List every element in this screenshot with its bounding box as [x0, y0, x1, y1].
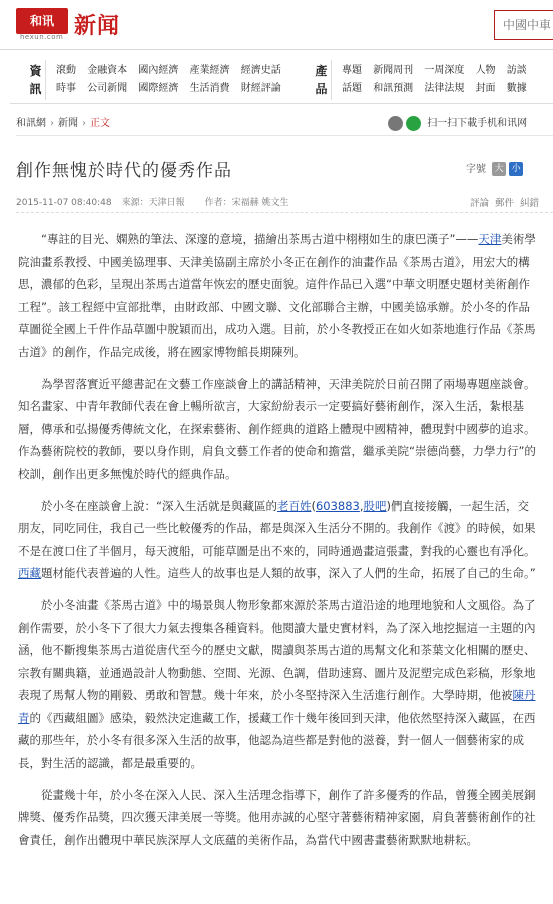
nav-link[interactable]: 一周深度: [424, 65, 465, 76]
nav-link[interactable]: 專題: [342, 65, 362, 76]
font-size-label: 字號: [466, 164, 486, 175]
breadcrumb-section[interactable]: 新聞: [58, 118, 78, 129]
paragraph-text: “專註的目光、嫻熟的筆法、深邃的意境，描繪出茶馬古道中栩栩如生的康巴漢子”——: [41, 232, 479, 246]
nav-link[interactable]: 和訊預測: [373, 83, 414, 94]
channel-nav: [10, 60, 553, 104]
article-paragraph: [18, 784, 540, 852]
nav-link[interactable]: 時事: [56, 83, 76, 94]
article-paragraph: [18, 373, 540, 486]
font-size-control: [466, 160, 523, 176]
breadcrumb-separator: ›: [82, 118, 86, 129]
nav-row-zixun-2: [56, 80, 289, 98]
article-actions: [470, 195, 545, 209]
inline-link[interactable]: 603883: [315, 498, 360, 513]
nav-link[interactable]: 封面: [475, 83, 496, 94]
page-title: 創作無愧於時代的優秀作品: [16, 161, 232, 181]
site-header: [0, 0, 553, 50]
inline-link[interactable]: 陳丹青: [18, 688, 536, 725]
article-source: 來源：天津日報: [121, 198, 185, 208]
logo-domain: hexun.com: [20, 33, 64, 41]
mobile-download[interactable]: [388, 114, 527, 136]
site-logo[interactable]: [16, 8, 136, 42]
search-box: [494, 10, 553, 40]
font-large-button[interactable]: 大: [492, 162, 506, 176]
nav-link[interactable]: 金融資本: [87, 65, 128, 76]
paragraph-text: 於小冬油畫《茶馬古道》中的場景與人物形象都來源於茶馬古道沿途的地理地貌和人文風俗。為了創作需要，於小冬下了很大力氣去搜集各種資料。他閱讀大量史實材料，為了深入地挖掘這一主題的內涵，他不斷搜集茶馬古道從唐代至今的歷史文獻，閱讀與茶馬古道的馬幫文化和茶葉文化相關的歷史、宗教有關典籍，並通過設計人物動態、空間、光源、色調，借助速寫、圖片及泥塑完成色彩稿，形象地表現了馬幫人物的剛毅、勇敢和智慧。幾十年來，於小冬堅持深入生活進行創作。大學時期，他被: [18, 597, 536, 703]
paragraph-text: ,: [359, 498, 364, 513]
article-author: 作者：宋福赫 姚文生: [204, 198, 289, 208]
nav-row-chanpin-2: [342, 80, 535, 98]
article-paragraph: [18, 594, 540, 775]
nav-link[interactable]: 公司新聞: [87, 83, 128, 94]
inline-link[interactable]: 股吧: [363, 498, 387, 513]
font-small-button[interactable]: 小: [509, 162, 523, 176]
inline-link[interactable]: 西藏: [18, 566, 41, 581]
nav-link[interactable]: 數據: [506, 83, 527, 94]
paragraph-text: 的《西藏組圖》感染，毅然決定進藏工作，援藏工作十幾年後回到天津，他依然堅持深入藏區，在西藏的那些年，於小冬有很多深入生活的故事，他認為這些都是對他的滋養，對一個人一個藝術家的成長，對生活的認識，都是最重要的。: [18, 710, 536, 771]
nav-link[interactable]: 話題: [342, 83, 362, 94]
share-icon: [388, 116, 403, 131]
paragraph-text: 題材能代表普遍的人性。這些人的故事也是人類的故事，深入了人們的生命，拓展了自己的生命。”: [41, 566, 536, 581]
nav-link[interactable]: 國際經濟: [138, 83, 179, 94]
nav-link[interactable]: 財經評論: [240, 83, 281, 94]
inline-link[interactable]: 老百姓: [276, 498, 312, 513]
nav-link[interactable]: 滾動: [56, 65, 76, 76]
report-error-link[interactable]: 糾錯: [520, 198, 540, 209]
download-text: 扫一扫下載手机和讯网: [427, 118, 528, 129]
paragraph-text: 於小冬在座談會上說：“深入生活就是與藏區的: [41, 498, 277, 513]
paragraph-text: 美術學院油畫系教授、中國美協理事、天津美協副主席於小冬正在創作的油畫作品《茶馬古道》，用宏大的構思，濃郁的色彩，呈現出茶馬古道當年恢宏的歷史面貌。這件作品已入選“中華文明歷史題材美術創作工程”。該工程經中宣部批準，由財政部、中國文聯、文化部聯合主辦，中國美協承辦。於小冬的作品草圖從全國上千件作品草圖中脫穎而出，成功入選。目前，於小冬教授正在如火如荼地進行作品《茶馬古道》的創作，作品完成後，將在國家博物館長期陳列。: [18, 232, 536, 359]
paragraph-text: 為學習落實近平總書記在文藝工作座談會上的講話精神，天津美院於日前召開了兩場專題座談會。知名畫家、中青年教師代表在會上暢所欲言，大家紛紛表示一定要搞好藝術創作，深入生活，紮根基層，傳承和弘揚優秀傳統文化，在探索藝術、創作經典的道路上體現中國精神，體現對中國夢的追求。作為藝術院校的教師，要以身作則，肩負文藝工作者的使命和擔當，繼承美院“崇德尚藝，力學力行”的校訓，創作出更多無愧於時代的經典作品。: [18, 376, 536, 481]
nav-link[interactable]: 新聞周刊: [373, 65, 414, 76]
breadcrumb-separator: ›: [50, 118, 54, 129]
nav-link[interactable]: 產業經濟: [189, 65, 230, 76]
nav-link[interactable]: 生活消費: [189, 83, 230, 94]
search-input[interactable]: [495, 11, 553, 39]
paragraph-text: 從畫幾十年，於小冬在深入人民、深入生活理念指導下，創作了許多優秀的作品，曾獲全國美展銅牌獎、優秀作品獎，四次獲天津美展一等獎。他用赤誠的心堅守著藝術精神家園，肩負著藝術創作的社會責任，創作出體現中華民族深厚人文底蘊的美術作品，為當代中國書畫藝術默默地耕耘。: [18, 787, 536, 847]
inline-link[interactable]: 天津: [478, 232, 502, 246]
email-link[interactable]: 郵件: [495, 198, 515, 209]
nav-heading-zixun: 資訊: [26, 60, 46, 100]
nav-link[interactable]: 人物: [475, 65, 496, 76]
nav-link[interactable]: 法律法規: [424, 83, 465, 94]
article-paragraph: [18, 228, 540, 364]
nav-link[interactable]: 訪談: [506, 65, 527, 76]
paragraph-text: )們直接接觸，一起生活，交朋友，同吃同住，我自己一些比較優秀的作品，都是與深入生活分不開的。我創作《渡》的時候，如果不是在渡口住了半個月，每天渡船，可能草圖是出不來的，同時通過畫這張畫，對我的心靈也有凈化。: [18, 498, 536, 558]
article-paragraph: [18, 495, 540, 585]
nav-row-zixun-1: [56, 62, 289, 80]
logo-title: 新闻: [74, 14, 121, 39]
breadcrumb-current: 正文: [90, 118, 110, 129]
logo-mark: 和讯: [16, 8, 68, 34]
comment-link[interactable]: 評論: [470, 198, 490, 209]
breadcrumb-home[interactable]: 和訊網: [16, 118, 46, 129]
article-date: 2015-11-07 08:40:48: [16, 198, 112, 208]
nav-row-chanpin-1: [342, 62, 535, 80]
wechat-icon: [406, 116, 421, 131]
nav-link[interactable]: 經濟史話: [240, 65, 281, 76]
paragraph-text: (: [311, 498, 316, 513]
article-body: [18, 228, 540, 860]
nav-link[interactable]: 國內經濟: [138, 65, 179, 76]
nav-heading-chanpin: 產品: [312, 60, 332, 100]
